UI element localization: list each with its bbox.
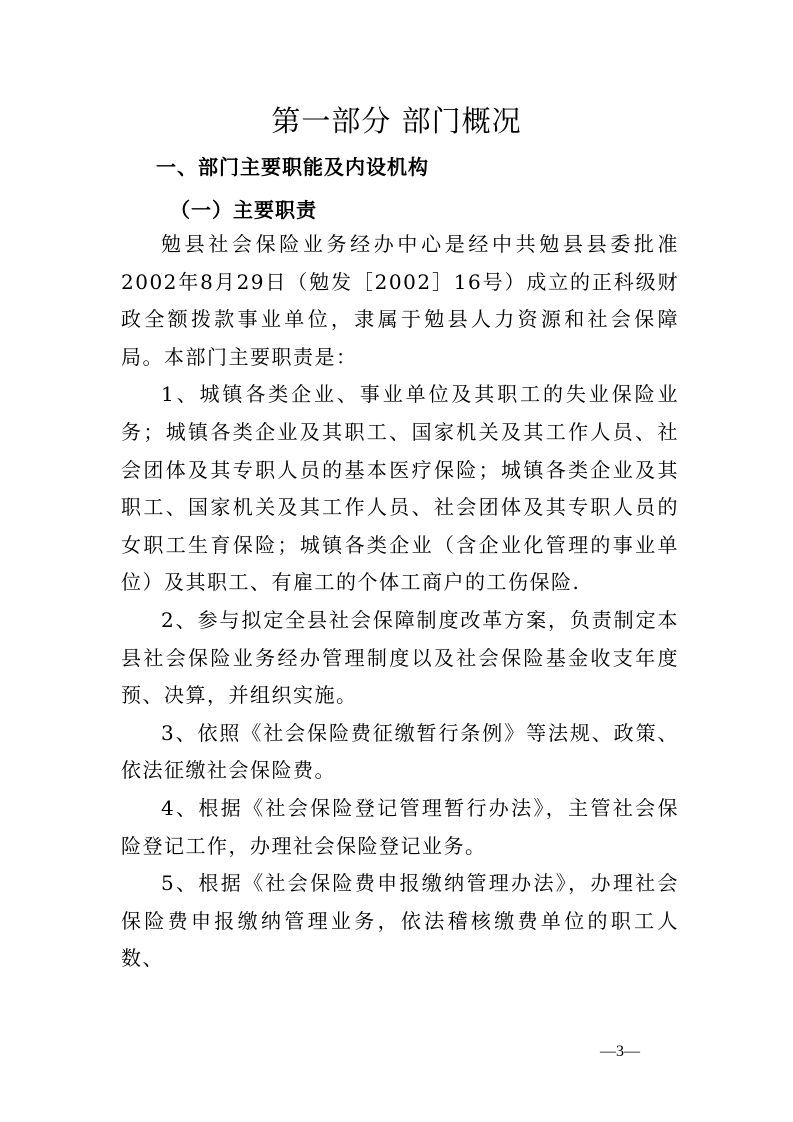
page-number: —3— [600, 1043, 640, 1060]
body-paragraph: 3、依照《社会保险费征缴暂行条例》等法规、政策、依法征缴社会保险费。 [121, 720, 679, 783]
section-heading: 一、部门主要职能及内设机构 [156, 155, 429, 179]
page-title: 第一部分 部门概况 [271, 104, 522, 138]
body-paragraph: 4、根据《社会保险登记管理暂行办法》，主管社会保险登记工作，办理社会保险登记业务。 [121, 795, 679, 858]
body-paragraph: 5、根据《社会保险费申报缴纳管理办法》，办理社会保险费申报缴纳管理业务，依法稽核缴费单位的职工人数、 [121, 871, 679, 971]
body-paragraph: 勉县社会保险业务经办中心是经中共勉县县委批准2002年8月29日（勉发［2002］16号）成立的正科级财政全额拨款事业单位，隶属于勉县人力资源和社会保障局。本部门主要职责是： [121, 232, 679, 369]
subsection-heading: （一）主要职责 [170, 198, 317, 222]
body-text [121, 226, 679, 978]
body-paragraph: 2、参与拟定全县社会保障制度改革方案，负责制定本县社会保险业务经办管理制度以及社会保险基金收支年度预、决算，并组织实施。 [121, 607, 679, 708]
body-paragraph: 1、城镇各类企业、事业单位及其职工的失业保险业务；城镇各类企业及其职工、国家机关及其工作人员、社会团体及其专职人员的基本医疗保险；城镇各类企业及其职工、国家机关及其工作人员、社会团体及其专职人员的女职工生育保险；城镇各类企业（含企业化管理的事业单位）及其职工、有雇工的个体工商户的工伤保险. [121, 382, 679, 595]
